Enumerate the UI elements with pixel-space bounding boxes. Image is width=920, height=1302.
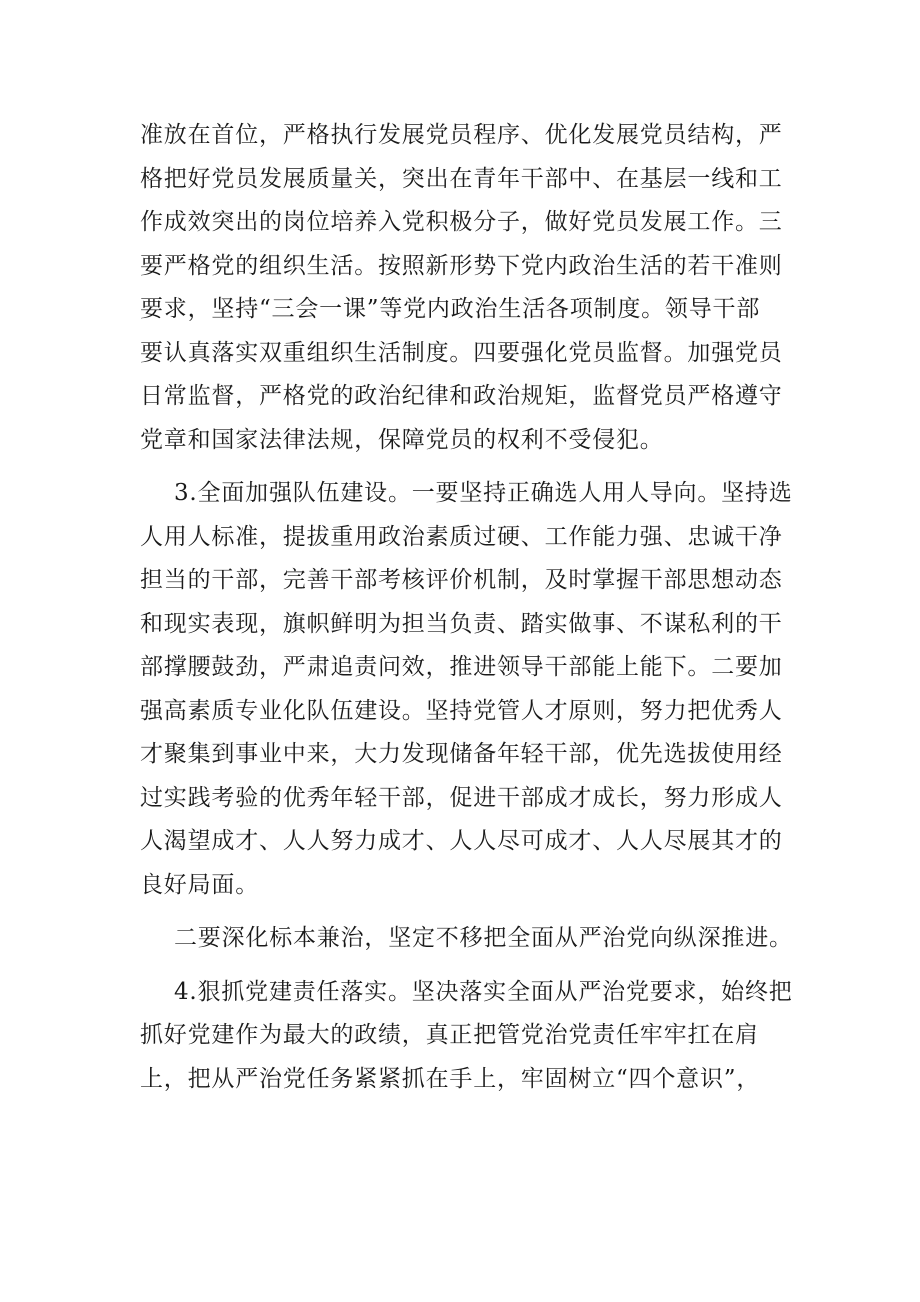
paragraph-section-heading xyxy=(140,917,793,961)
text-line: 抓好党建作为最大的政绩，真正把管党治党责任牢牢扛在肩 xyxy=(140,1022,759,1048)
text-line: 强高素质专业化队伍建设。坚持党管人才原则，努力把优秀人 xyxy=(140,697,783,724)
text-line: 要严格党的组织生活。按照新形势下党内政治生活的若干准则 xyxy=(140,252,783,279)
text-line: 和现实表现，旗帜鲜明为担当负责、踏实做事、不谋私利的干 xyxy=(140,610,783,637)
paragraph-gap xyxy=(140,907,790,917)
text-line: 日常监督，严格党的政治纪律和政治规矩，监督党员严格遵守 xyxy=(140,383,783,409)
paragraph-gap xyxy=(140,462,790,472)
text-line: 作成效突出的岗位培养入党积极分子，做好党员发展工作。三 xyxy=(140,209,783,235)
text-line: 部撑腰鼓劲，严肃追责问效，推进领导干部能上能下。二要加 xyxy=(140,654,783,680)
document-body xyxy=(140,114,793,1101)
text-line: 二要深化标本兼治，坚定不移把全面从严治党向纵深推进。 xyxy=(174,925,793,951)
text-line: 上，把从严治党任务紧紧抓在手上，牢固树立“四个意识”， xyxy=(140,1065,761,1092)
text-line: 3.全面加强队伍建设。一要坚持正确选人用人导向。坚持选 xyxy=(174,480,793,506)
text-line: 担当的干部，完善干部考核评价机制，及时掌握干部思想动态 xyxy=(140,567,783,593)
text-line: 格把好党员发展质量关，突出在青年干部中、在基层一线和工 xyxy=(140,165,783,192)
paragraph-party-member-development xyxy=(140,114,790,462)
text-line: 党章和国家法律法规，保障党员的权利不受侵犯。 xyxy=(140,426,664,453)
text-line: 4.狠抓党建责任落实。坚决落实全面从严治党要求，始终把 xyxy=(174,978,793,1005)
text-line: 要求，坚持“三会一课”等党内政治生活各项制度。领导干部 xyxy=(140,296,761,322)
text-line: 才聚集到事业中来，大力发现储备年轻干部，优先选拔使用经 xyxy=(140,741,783,767)
paragraph-gap xyxy=(140,961,790,971)
text-line: 人用人标准，提拔重用政治素质过硬、工作能力强、忠诚干净 xyxy=(140,523,783,550)
text-line: 良好局面。 xyxy=(140,871,259,898)
paragraph-party-responsibility xyxy=(140,971,793,1102)
text-line: 人渴望成才、人人努力成才、人人尽可成才、人人尽展其才的 xyxy=(140,828,783,854)
text-line: 过实践考验的优秀年轻干部，促进干部成才成长，努力形成人 xyxy=(140,784,783,811)
text-line: 要认真落实双重组织生活制度。四要强化党员监督。加强党员 xyxy=(140,339,783,366)
text-line: 准放在首位，严格执行发展党员程序、优化发展党员结构，严 xyxy=(140,122,783,148)
paragraph-team-building xyxy=(140,472,793,907)
